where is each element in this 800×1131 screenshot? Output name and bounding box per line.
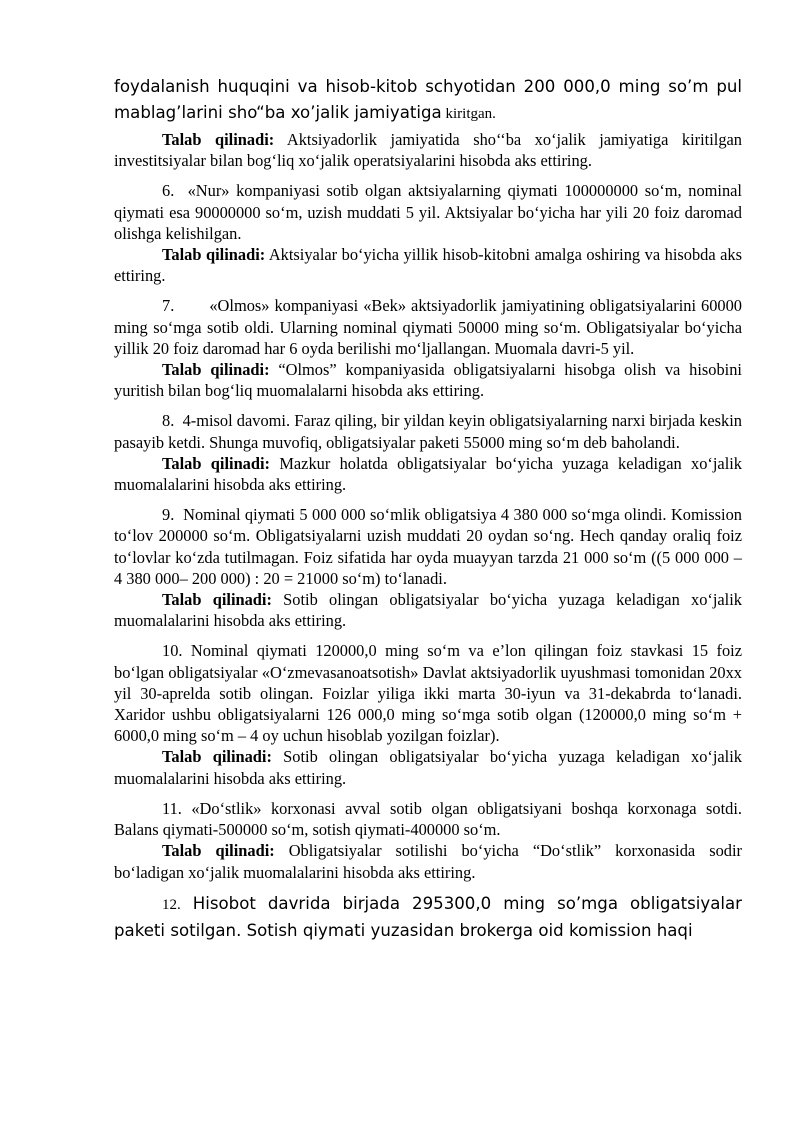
requirement-text: Sotib olingan obligatsiyalar bo‘yicha yuzaga keladigan xo‘jalik muomalalarini hisobda aks ettiring. [114,590,742,631]
requirement-10 [114,746,742,788]
task-9 [114,504,742,589]
task-12 [114,891,742,944]
requirement-11 [114,840,742,882]
task-7 [114,295,742,359]
task-number: 12. [162,896,181,913]
task-text: 8. 4-misol davomi. Faraz qiling, bir yildan keyin obligatsiyalarning narxi birjada keskin pasayib ketdi. Shunga muvofiq, obligatsiyalar paketi 55000 ming so‘m deb baholandi. [114,411,742,452]
task-text: Hisobot davrida birjada 295300,0 ming so’mga obligatsiyalar paketi sotilgan. Sotish qiymati yuzasidan brokerga oid komission haqi [114,893,742,940]
task-6 [114,180,742,244]
task-text: 9. Nominal qiymati 5 000 000 so‘mlik obligatsiya 4 380 000 so‘mga olindi. Komission to‘lov 200000 so‘m. Obligatsiyalarni uzish muddati 20 oydan so‘ng. Hech qanday oraliq foiz to‘lovlar ko‘zda tutilmagan. Foiz sifatida har oyda muayyan tarzda 21 000 so‘m ((5 000 000 – 4 380 000– 200 000) : 20 = 21000 so‘m) to‘lanadi. [114,505,742,588]
requirement-text: “Olmos” kompaniyasida obligatsiyalarni hisobga olish va hisobini yuritish bilan bog‘liq muomalalarni hisobda aks ettiring. [114,360,742,401]
talab-label: Talab qilinadi: [162,360,270,380]
requirement-text: Aktsiyalar bo‘yicha yillik hisob-kitobni amalga oshiring va hisobda aks ettiring. [114,245,742,286]
requirement-text: Sotib olingan obligatsiyalar bo‘yicha yuzaga keladigan xo‘jalik muomalalarini hisobda aks ettiring. [114,747,742,788]
requirement-text: Aktsiyadorlik jamiyatida sho‘‘ba xo‘jalik jamiyatiga kiritilgan investitsiyalar bilan bog‘liq xo‘jalik operatsiyalarini hisobda aks ettiring. [114,130,742,171]
task-text: 7. «Olmos» kompaniyasi «Bek» aktsiyadorlik jamiyatining obligatsiyalarini 60000 ming so‘mga sotib oldi. Ularning nominal qiymati 50000 ming so‘m. Obligatsiyalar bo‘yicha yillik 20 foiz daromad har 6 oyda berilishi mo‘ljallangan. Muomala davri-5 yil. [114,296,742,358]
requirement-8 [114,453,742,495]
task-text: 10. Nominal qiymati 120000,0 ming so‘m va e’lon qilingan foiz stavkasi 15 foiz bo‘lgan obligatsiyalar «O‘zmevasanoatsotish» Davlat aktsiyadorlik uyushmasi tomonidan 20xx yil 30-aprelda sotib olingan. Foizlar yiliga ikki marta 30-iyun va 31-dekabrda to‘lanadi. Xaridor ushbu obligatsiyalarni 126 000,0 ming so‘mga sotib olgan (120000,0 ming so‘m + 6000,0 ming so‘m – 4 oy uchun hisoblab yozilgan foizlar). [114,641,742,746]
task-8 [114,410,742,452]
requirement-7 [114,359,742,401]
document-page [114,74,742,944]
talab-label: Talab qilinadi: [162,590,272,610]
requirement-6 [114,244,742,286]
continuation-text: foydalanish huquqini va hisob-kitob schyotidan 200 000,0 ming so’m pul mablag’larini sho“ba xo’jalik jamiyatiga [114,77,742,122]
task-text: 11. «Do‘stlik» korxonasi avval sotib olgan obligatsiyani boshqa korxonaga sotdi. Balans qiymati-500000 so‘m, sotish qiymati-400000 so‘m. [114,798,742,840]
continuation-tail: kiritgan. [441,106,496,122]
requirement-text: Mazkur holatda obligatsiyalar bo‘yicha yuzaga keladigan xo‘jalik muomalalarini hisobda aks ettiring. [114,453,742,495]
talab-label: Talab qilinadi: [162,130,275,149]
paragraph-continuation [114,74,742,127]
requirement-5 [114,129,742,171]
talab-label: Talab qilinadi: [162,747,272,767]
requirement-9 [114,589,742,631]
talab-label: Talab qilinadi: [162,841,275,861]
talab-label: Talab qilinadi: [162,453,271,473]
talab-label: Talab qilinadi: [162,245,266,265]
task-text: 6. «Nur» kompaniyasi sotib olgan aktsiyalarning qiymati 100000000 so‘m, nominal qiymati esa 90000000 so‘m, uzish muddati 5 yil. Aktsiyalar bo‘yicha har yili 20 foiz daromad olishga kelishilgan. [114,181,742,243]
requirement-text: Obligatsiyalar sotilishi bo‘yicha “Do‘stlik” korxonasida sodir bo‘ladigan xo‘jalik muomalalarini hisobda aks ettiring. [114,841,742,882]
task-11 [114,798,742,840]
task-10 [114,640,742,746]
